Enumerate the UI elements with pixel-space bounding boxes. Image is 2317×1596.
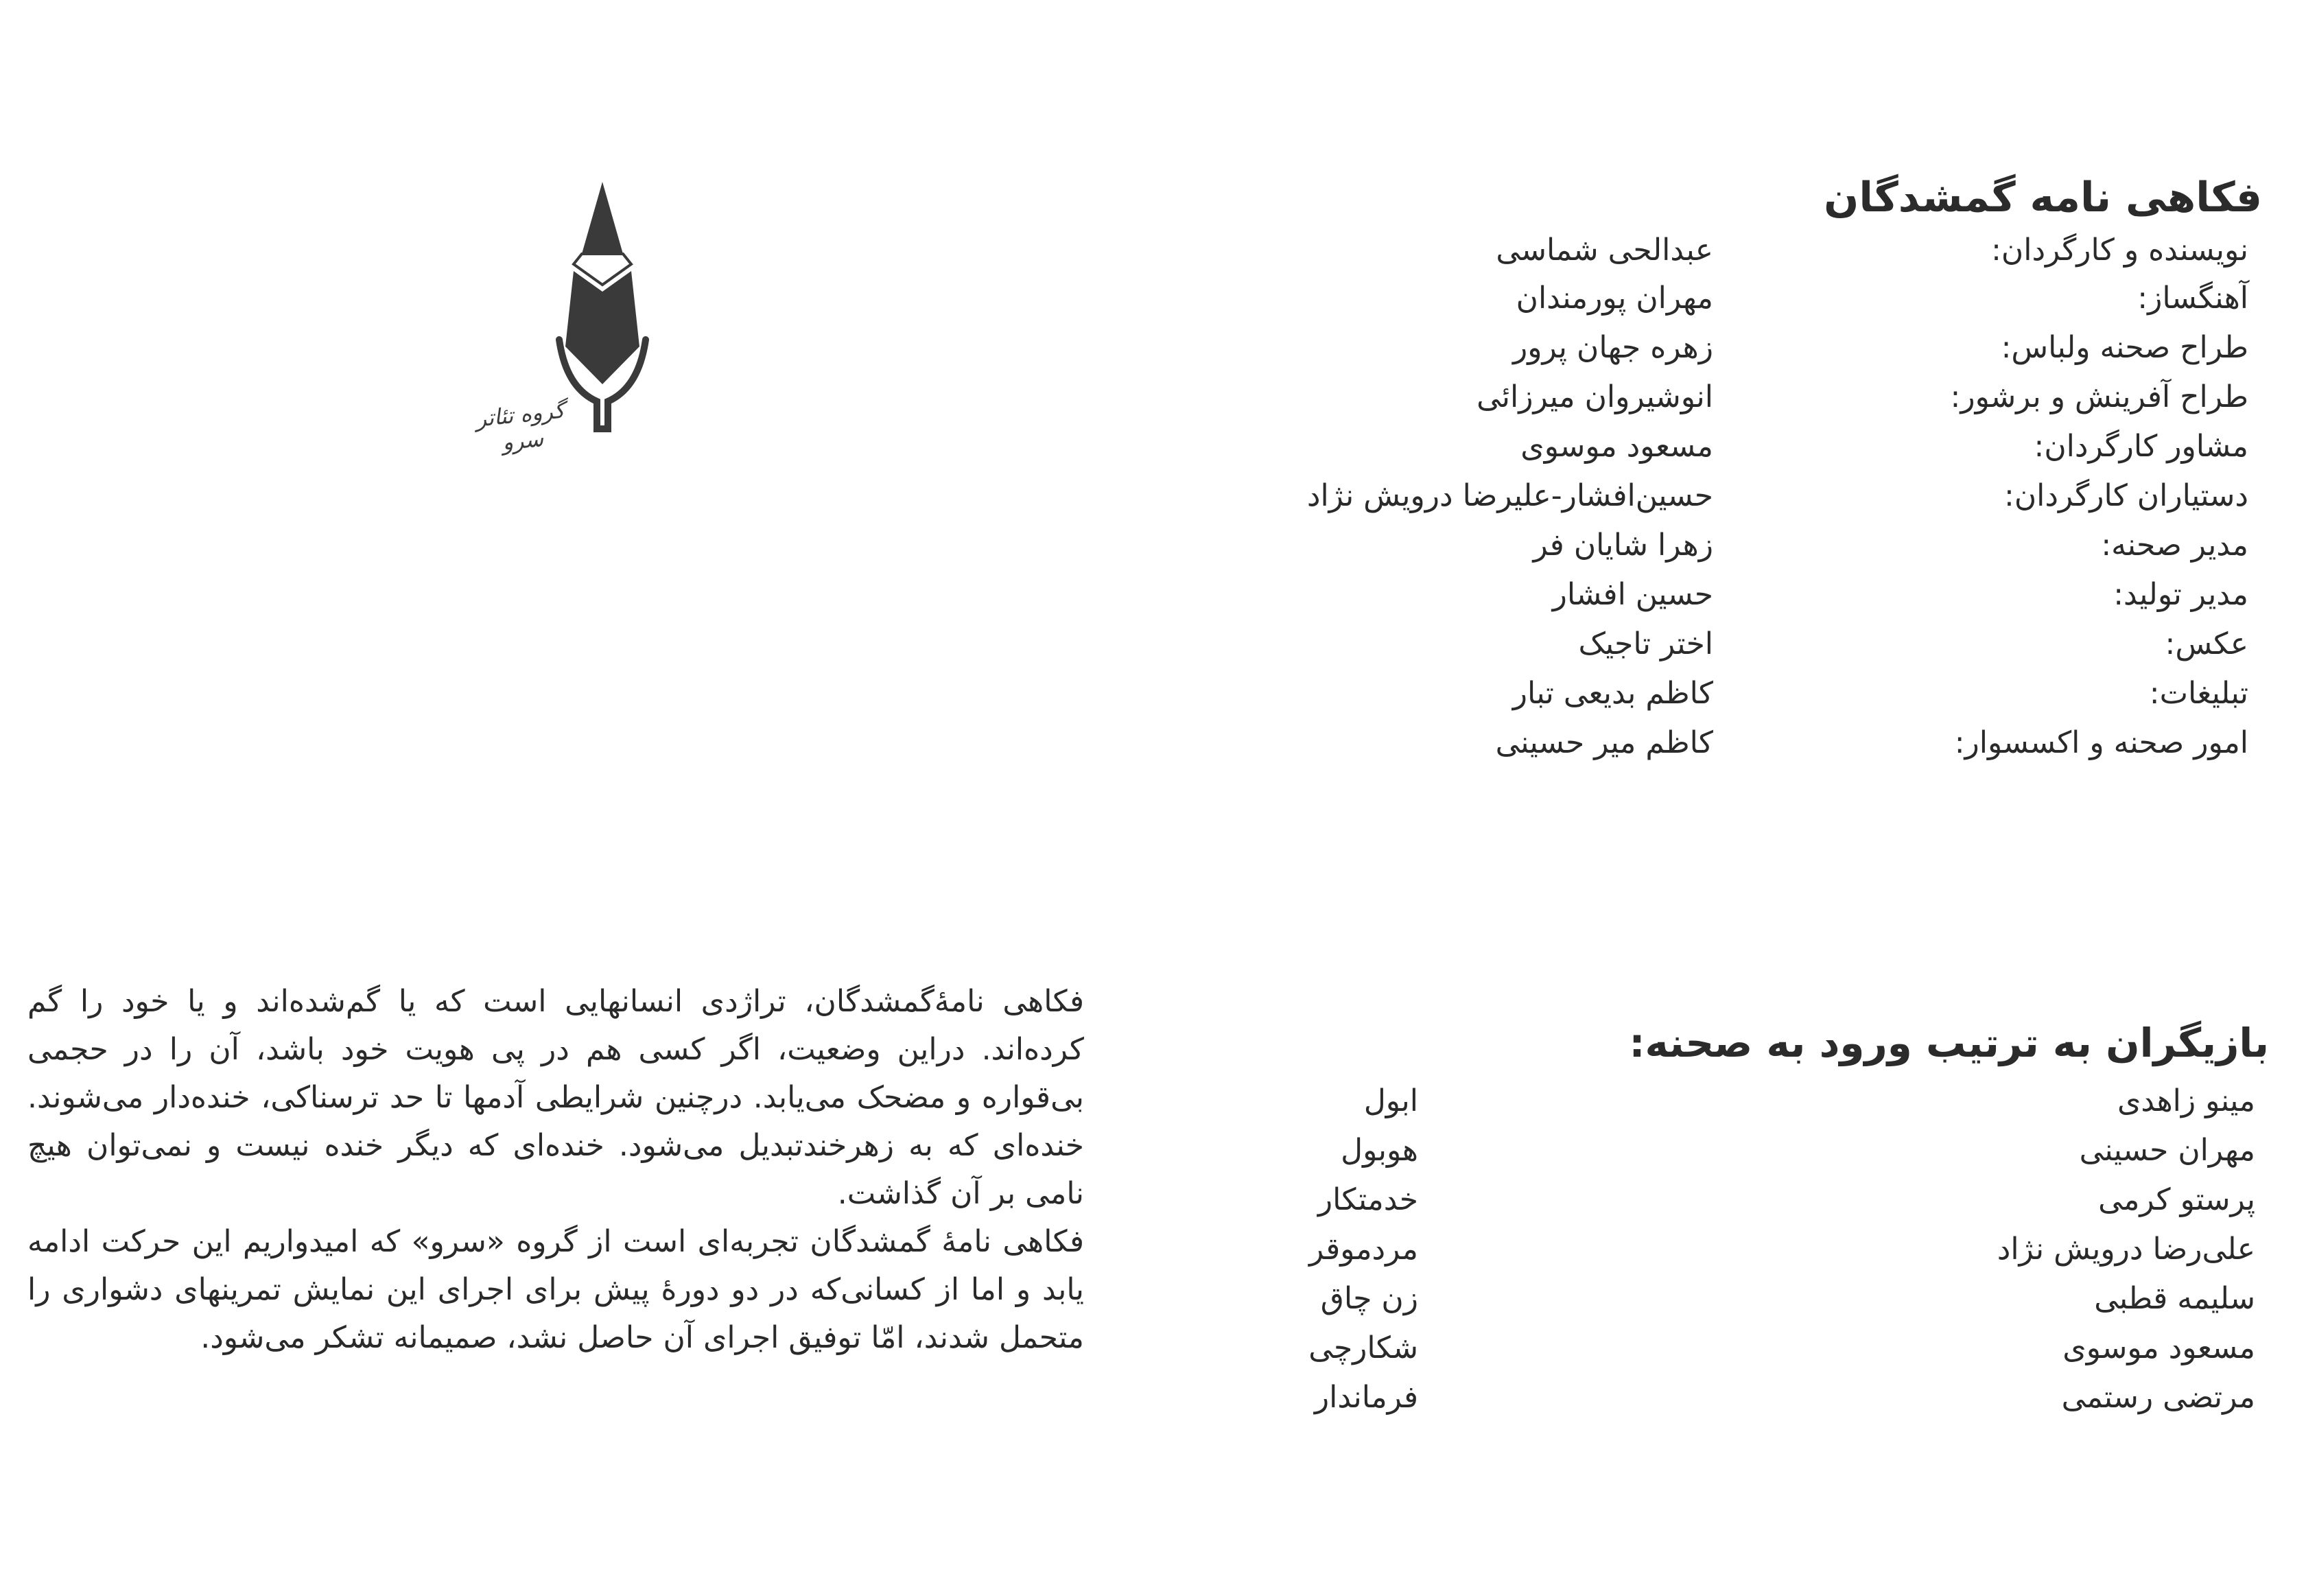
credit-row	[0, 472, 2317, 520]
credit-row	[0, 571, 2317, 619]
cast-actor: مسعود موسوی	[2062, 1330, 2255, 1365]
credit-person: انوشیروان میرزائی	[1477, 379, 1713, 414]
cast-row	[0, 1374, 2317, 1422]
cast-actor: مرتضی رستمی	[2061, 1380, 2255, 1415]
credit-person: حسین افشار	[1552, 577, 1713, 612]
cast-actor: سلیمه قطبی	[2094, 1281, 2255, 1316]
credit-row	[0, 274, 2317, 322]
credit-person: کاظم میر حسینی	[1495, 725, 1713, 760]
cast-actor: مینو زاهدی	[2117, 1083, 2255, 1118]
cast-title: بازیگران به ترتیب ورود به صحنه:	[1629, 1020, 2269, 1066]
cast-character: هوبول	[1341, 1133, 1418, 1168]
credit-row	[0, 373, 2317, 421]
description-paragraph-2: فکاهی نامهٔ گمشدگان تجربه‌ای است از گروه «سرو» که امیدواریم این حرکت ادامه یابد و اما از کسانی‌که در دو دورهٔ پیش برای اجرای این نمایش تمرینهای دشواری را متحمل شدند، امّا توفیق اجرای آن حاصل نشد، صمیمانه تشکر می‌شود.	[27, 1224, 1084, 1355]
credit-person: زهرا شایان فر	[1533, 528, 1713, 563]
description-text	[27, 978, 1084, 1362]
credit-role: طراح صحنه ولباس:	[2001, 330, 2248, 365]
credit-row	[0, 620, 2317, 668]
credit-person: حسین‌افشار-علیرضا درویش نژاد	[1306, 478, 1713, 513]
cast-character: فرماندار	[1314, 1380, 1418, 1415]
credit-person: عبدالحی شماسی	[1496, 233, 1713, 268]
credit-role: مدیر تولید:	[2113, 577, 2248, 612]
credit-person: زهره جهان پرور	[1513, 330, 1713, 365]
cast-actor: مهران حسینی	[2079, 1133, 2255, 1168]
credit-role: عکس:	[2165, 626, 2248, 661]
description-paragraph-1: فکاهی نامهٔ‌گمشدگان، تراژدی انسانهایی است که یا گم‌شده‌اند و یا خود را گم کرده‌اند. دراین وضعیت، اگر کسی هم در پی هویت خود باشد، آن را در حجمی بی‌قواره و مضحک می‌یابد. درچنین شرایطی آدمها تا حد ترسناکی، خنده‌دار می‌شوند. خنده‌ای که به زهرخندتبدیل می‌شود. خنده‌ای که دیگر خنده نیست و نمی‌توان هیچ نامی بر آن گذاشت.	[27, 984, 1084, 1211]
cast-actor: پرستو کرمی	[2098, 1182, 2255, 1217]
credit-role: نویسنده و کارگردان:	[1991, 233, 2248, 268]
cast-character: خدمتکار	[1317, 1182, 1418, 1217]
credit-person: کاظم بدیعی تبار	[1512, 676, 1713, 711]
cast-character: ابول	[1363, 1083, 1418, 1118]
cast-character: زن چاق	[1320, 1281, 1418, 1316]
cast-actor: علی‌رضا درویش نژاد	[1997, 1232, 2255, 1267]
credit-row	[0, 719, 2317, 767]
credits-title: فکاهی نامه گمشدگان	[1824, 174, 2262, 222]
credit-role: تبلیغات:	[2149, 676, 2248, 711]
credit-person: مهران پورمندان	[1516, 281, 1713, 316]
credit-role: امور صحنه و اکسسوار:	[1954, 725, 2248, 760]
credit-role: دستیاران کارگردان:	[2004, 478, 2248, 513]
credit-role: مدیر صحنه:	[2101, 528, 2248, 563]
logo-caption: گروه تئاتر سرو	[474, 397, 566, 456]
credit-role: مشاور کارگردان:	[2034, 429, 2248, 464]
credit-role: طراح آفرینش و برشور:	[1950, 379, 2248, 414]
credit-person: اختر تاجیک	[1578, 626, 1713, 661]
cast-character: مردموقر	[1308, 1232, 1418, 1267]
credit-row	[0, 226, 2317, 274]
credit-row	[0, 324, 2317, 372]
credit-row	[0, 521, 2317, 570]
credit-row	[0, 670, 2317, 718]
credit-person: مسعود موسوی	[1520, 429, 1713, 464]
cast-character: شکارچی	[1308, 1330, 1418, 1365]
credit-role: آهنگساز:	[2137, 281, 2248, 316]
credit-row	[0, 423, 2317, 471]
